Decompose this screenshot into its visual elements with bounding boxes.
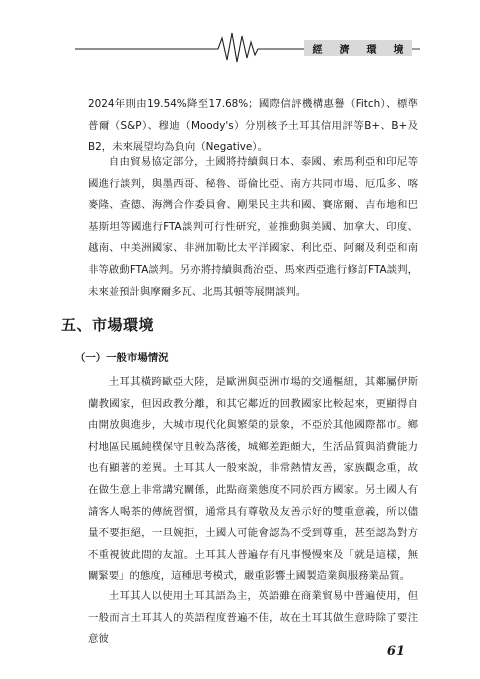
- section-tag-char: 境: [393, 44, 404, 56]
- paragraph-free-trade: 自由貿易協定部分，土國將持續與日本、泰國、索馬利亞和印尼等國進行談判，與墨西哥、秘魯、哥倫比亞、南方共同市場、厄瓜多、喀麥隆、查德、海灣合作委員會、剛果民主共和國、賽席爾、吉布地和巴基斯坦等國進行FTA談判可行性研究，並推動與美國、加拿大、印度、越南、中美洲國家、非洲加勒比太平洋國家、利比亞、阿爾及利亞和南非等啟動FTA談判。另亦將持續與喬治亞、馬來西亞進行修訂FTA談判，未來並預計與摩爾多瓦、北馬其頓等展開談判。: [88, 156, 418, 298]
- heartbeat-line-icon: [0, 0, 480, 70]
- section-tag-char: 經: [312, 44, 323, 56]
- paragraph-market-overview: 土耳其橫跨歐亞大陸，是歐洲與亞洲市場的交通樞紐，其鄰屬伊斯蘭教國家，但因政教分離，和其它鄰近的回教國家比較起來，更顯得自由開放與進步，大城市現代化與繁榮的景象，不亞於其他國際都市。鄉村地區民風純樸保守且較為落後，城鄉差距頗大，生活品質與消費能力也有顯著的差異。土耳其人一般來說，非常熱情友善，家族觀念重，故在做生意上非常講究關係，此點商業態度不同於西方國家。另土國人有請客人喝茶的傳統習慣，通常具有尊敬及友善示好的雙重意義，所以儘量不要拒絕，一旦婉拒，土國人可能會認為不受到尊重，甚至認為對方不重視彼此間的友誼。土耳其人普遍存有凡事慢慢來及「就是這樣，無關緊要」的態度，這種思考模式，嚴重影響土國製造業與服務業品質。: [88, 376, 418, 583]
- subsection-title: （一）一般市場情況: [75, 352, 169, 364]
- paragraph-language: 土耳其人以使用土耳其語為主，英語雖在商業貿易中普遍使用，但一般而言土耳其人的英語程度普遍不佳，故在土耳其做生意時除了要注意彼: [88, 590, 418, 646]
- paragraph-credit-rating: 2024年則由19.54%降至17.68%；國際信評機構惠譽（Fitch）、標準普爾（S&P）、穆迪（Moody's）分別核予土耳其信用評等B+、B+及B2，未來展望均為負向（Negative）。: [88, 98, 418, 154]
- section-tag-char: 環: [366, 44, 377, 56]
- page-number: 61: [386, 644, 405, 659]
- section-tag: [304, 40, 412, 56]
- section-tag-char: 濟: [339, 44, 350, 56]
- section-title: 五、市場環境: [61, 316, 155, 334]
- page-header: [0, 0, 480, 70]
